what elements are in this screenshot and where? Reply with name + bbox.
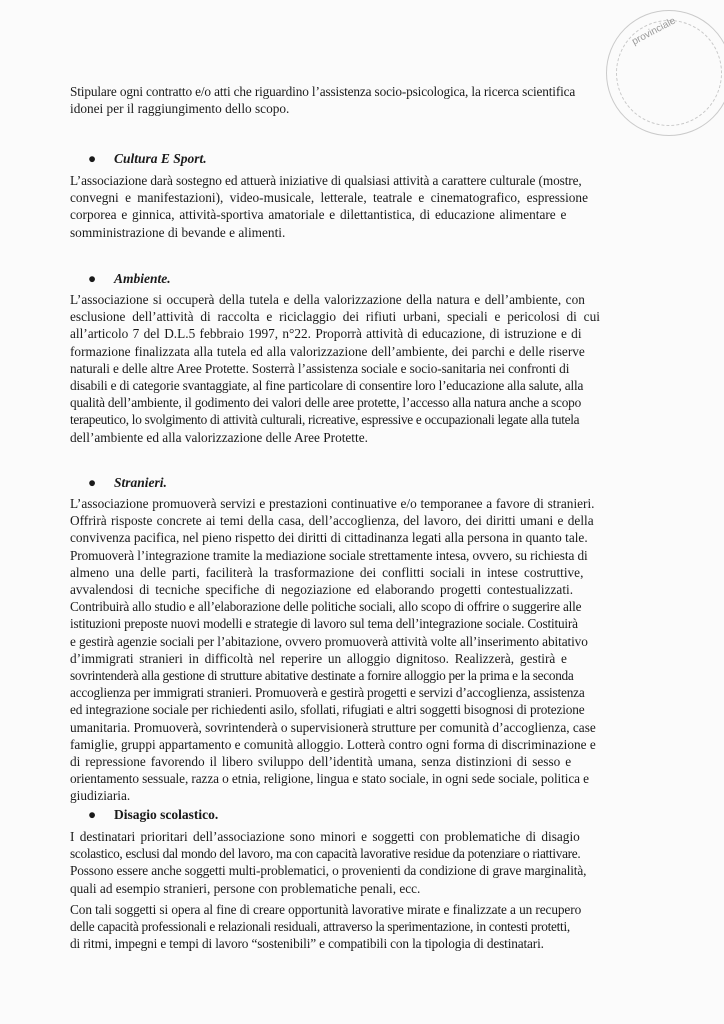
text-line: L’associazione si occuperà della tutela e della valorizzazione della natura e dell’ambiente, con [70,292,585,307]
section-heading-disagio-scolastico [88,806,218,823]
text-line: di repressione favorendo il libero sviluppo dell’identità umana, senza distinzioni di sesso e [70,754,572,770]
text-line: scolastico, esclusi dal mondo del lavoro, ma con capacità lavorative residue da potenziare o riattivare. [70,846,581,862]
text-line: terapeutico, lo svolgimento di attività culturali, ricreative, espressive e occupazionali legate alla tutela [70,412,580,428]
text-line: somministrazione di bevande e alimenti. [70,224,286,240]
text-line: idonei per il raggiungimento dello scopo. [70,101,290,117]
section-paragraph-2 [70,901,670,953]
section-title: Cultura E Sport. [114,151,207,166]
text-line: Contribuirà allo studio e all’elaborazione delle politiche sociali, allo scopo di offrire o suggerire alle [70,599,582,615]
section-heading-stranieri [88,474,167,491]
text-line: d’immigrati stranieri in difficoltà nel reperire un alloggio dignitoso. Realizzerà, gestirà e [70,650,567,666]
text-line: convegni e manifestazioni), video-musicale, letterale, teatrale e cinematografico, espressione [70,190,588,206]
section-title: Stranieri. [114,475,167,490]
section-body-stranieri [70,495,670,805]
bullet-icon: ● [88,807,97,822]
text-line: Con tali soggetti si opera al fine di creare opportunità lavorative mirate e finalizzate a un recupero [70,902,582,917]
section-title: Disagio scolastico. [114,807,219,822]
text-line: ed integrazione sociale per richiedenti asilo, sfollati, rifugiati e altri soggetti bisognosi di protezione [70,702,585,718]
text-line: Offrirà risposte concrete ai temi della casa, dell’accoglienza, del lavoro, dei diritti umani e della [70,513,594,529]
section-body-cultura-sport [70,172,670,241]
text-line: L’associazione promuoverà servizi e prestazioni continuative e/o temporanee a favore di stranieri. [70,496,595,511]
section-body-ambiente [70,291,670,446]
bullet-icon: ● [88,475,97,490]
text-line: istituzioni preposte nuovi modelli e strategie di lavoro sul tema dell’integrazione sociale. Costituirà [70,616,578,632]
text-line: formazione finalizzata alla tutela ed alla valorizzazione dell’ambiente, dei parchi e delle riserve [70,343,585,359]
text-line: sovrintenderà alla gestione di strutture abitative destinate a fornire alloggio per la prima e la seconda [70,668,574,684]
text-line: e gestirà agenzie sociali per l’abitazione, ovvero promuoverà attività volte all’inserimento abitativo [70,633,588,649]
text-line: naturali e delle altre Aree Protette. Sosterrà l’assistenza sociale e socio-sanitaria nei confronti di [70,360,570,376]
section-heading-ambiente [88,270,171,287]
text-line: famiglie, gruppi appartamento e comunità alloggio. Lotterà contro ogni forma di discriminazione e [70,736,596,752]
text-line: corporea e ginnica, attività-sportiva amatoriale e dilettantistica, di educazione alimentare e [70,207,567,223]
text-line: I destinatari prioritari dell’associazione sono minori e soggetti con problematiche di disagio [70,829,580,844]
text-line: dell’ambiente ed alla valorizzazione delle Aree Protette. [70,429,368,445]
bullet-icon: ● [88,271,97,286]
section-title: Ambiente. [114,271,171,286]
intro-paragraph [70,83,668,117]
section-heading-cultura-sport [88,150,207,167]
text-line: giudiziaria. [70,788,131,804]
text-line: orientamento sessuale, razza o etnia, religione, lingua e stato sociale, in ogni sede sociale, politica e [70,771,589,787]
text-line: all’articolo 7 del D.L.5 febbraio 1997, n°22. Proporrà attività di educazione, di istruzione e di [70,326,582,342]
text-line: Promuoverà l’integrazione tramite la mediazione sociale strettamente intesa, ovvero, su richiesta di [70,547,588,563]
text-line: di ritmi, impegni e tempi di lavoro “sostenibili” e compatibili con la tipologia di destinatari. [70,936,544,952]
stamp-text: provinciale [630,15,678,48]
text-line: accoglienza per immigrati stranieri. Promuoverà e gestirà progetti e servizi d’accoglienza, assistenza [70,685,585,701]
text-line: delle capacità professionali e relazionali residuali, attraverso la sperimentazione, in contesti protetti, [70,919,570,935]
text-line: disabili e di categorie svantaggiate, al fine particolare di consentire loro l’educazione alla salute, alla [70,378,584,394]
bullet-icon: ● [88,151,97,166]
text-line: Possono essere anche soggetti multi-problematici, o provenienti da condizione di grave marginalità, [70,863,587,879]
section-body-disagio-scolastico [70,828,670,897]
text-line: quali ad esempio stranieri, persone con problematiche penali, ecc. [70,880,421,896]
text-line: avvalendosi di tecniche specifiche di negoziazione ed elaborando progetti contestualizzati. [70,582,574,598]
text-line: Stipulare ogni contratto e/o atti che riguardino l’assistenza socio-psicologica, la ricerca scientifica [70,84,576,99]
text-line: almeno una delle parti, faciliterà la trasformazione dei conflitti sociali in intese costruttive, [70,564,584,580]
text-line: umanitaria. Promuoverà, sovrintenderà o supervisionerà strutture per comunità d’accoglienza, case [70,719,596,735]
text-line: L’associazione darà sostegno ed attuerà iniziative di qualsiasi attività a carattere culturale (mostre, [70,173,582,188]
text-line: qualità dell’ambiente, il godimento dei valori delle aree protette, l’accesso alla natura anche a scopo [70,395,582,411]
text-line: esclusione dell’attività di raccolta e riciclaggio dei rifiuti urbani, speciali e pericolosi di cui [70,309,600,325]
text-line: convivenza pacifica, nel pieno rispetto dei diritti di cittadinanza legati alla persona in quanto tale. [70,530,588,546]
